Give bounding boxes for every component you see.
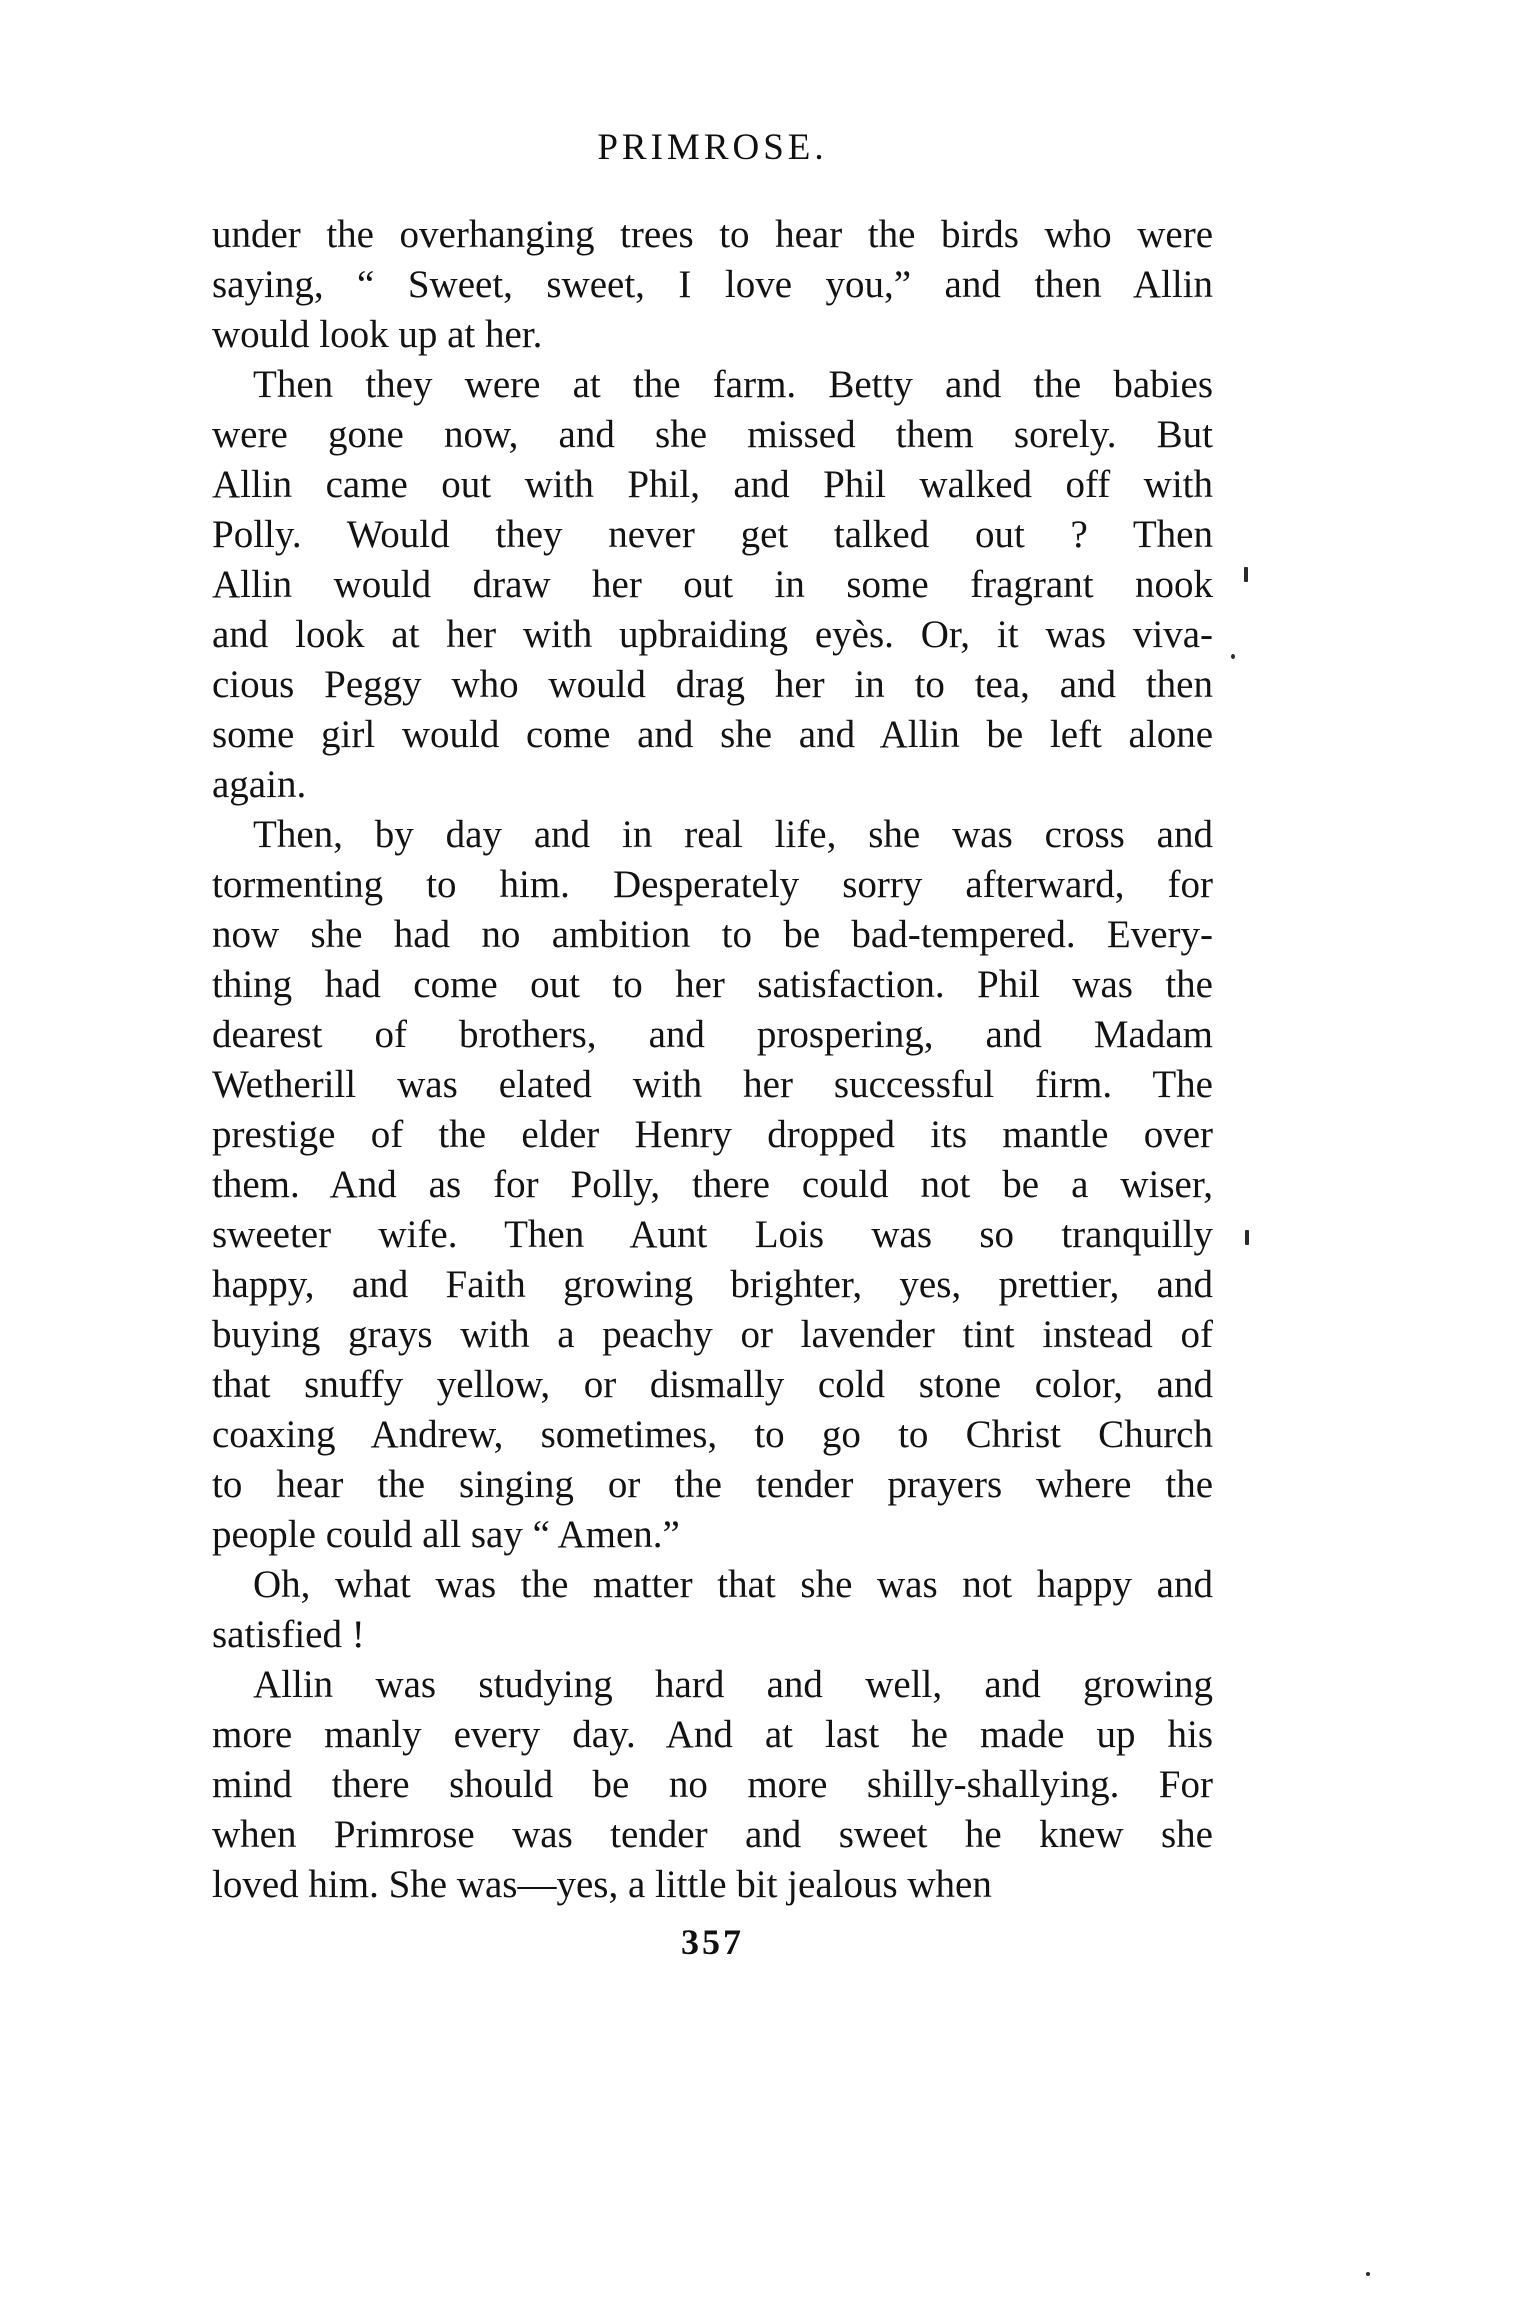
text-line: again. bbox=[212, 763, 307, 806]
text-line: people could all say “ Amen.” bbox=[212, 1513, 680, 1556]
scan-speck bbox=[1244, 567, 1248, 582]
text-line: Allin would draw her out in some fragrant nook bbox=[212, 563, 1213, 606]
text-line: and look at her with upbraiding eyès. Or, it was viva- bbox=[212, 613, 1213, 656]
text-line: tormenting to him. Desperately sorry afterward, for bbox=[212, 863, 1213, 906]
paragraph bbox=[212, 1560, 1213, 1660]
text-line: mind there should be no more shilly-shallying. For bbox=[212, 1763, 1213, 1806]
scan-speck bbox=[1245, 1230, 1249, 1245]
text-line: more manly every day. And at last he made up his bbox=[212, 1713, 1213, 1756]
text-line: Polly. Would they never get talked out ? Then bbox=[212, 513, 1213, 556]
paragraph bbox=[212, 810, 1213, 1560]
page-number: 357 bbox=[681, 1922, 744, 1962]
text-line: coaxing Andrew, sometimes, to go to Christ Church bbox=[212, 1413, 1213, 1456]
text-line: loved him. She was—yes, a little bit jealous when bbox=[212, 1863, 992, 1906]
scan-speck bbox=[1366, 2272, 1370, 2276]
text-line: thing had come out to her satisfaction. Phil was the bbox=[212, 963, 1213, 1006]
text-line: that snuffy yellow, or dismally cold stone color, and bbox=[212, 1363, 1213, 1406]
text-line: buying grays with a peachy or lavender tint instead of bbox=[212, 1313, 1213, 1356]
text-line: Allin came out with Phil, and Phil walked off with bbox=[212, 463, 1213, 506]
text-line: dearest of brothers, and prospering, and Madam bbox=[212, 1013, 1213, 1056]
text-line: happy, and Faith growing brighter, yes, prettier, and bbox=[212, 1263, 1213, 1306]
text-line: Oh, what was the matter that she was not happy and bbox=[253, 1563, 1213, 1606]
body-text bbox=[212, 210, 1213, 1910]
text-line: to hear the singing or the tender prayers where the bbox=[212, 1463, 1213, 1506]
text-line: prestige of the elder Henry dropped its mantle over bbox=[212, 1113, 1213, 1156]
text-line: satisfied ! bbox=[212, 1613, 365, 1656]
text-line: under the overhanging trees to hear the birds who were bbox=[212, 213, 1213, 256]
text-line: Allin was studying hard and well, and growing bbox=[253, 1663, 1213, 1706]
running-header: PRIMROSE. bbox=[597, 127, 828, 168]
paragraph bbox=[212, 1660, 1213, 1910]
paragraph bbox=[212, 360, 1213, 810]
text-line: Then, by day and in real life, she was cross and bbox=[253, 813, 1213, 856]
paragraph bbox=[212, 210, 1213, 360]
text-line: sweeter wife. Then Aunt Lois was so tranquilly bbox=[212, 1213, 1213, 1256]
text-line: would look up at her. bbox=[212, 313, 543, 356]
text-line: some girl would come and she and Allin be left alone bbox=[212, 713, 1213, 756]
text-line: now she had no ambition to be bad-tempered. Every- bbox=[212, 913, 1213, 956]
text-line: saying, “ Sweet, sweet, I love you,” and then Allin bbox=[212, 263, 1213, 306]
scan-speck bbox=[1231, 654, 1235, 659]
text-line: when Primrose was tender and sweet he knew she bbox=[212, 1813, 1213, 1856]
text-line: were gone now, and she missed them sorely. But bbox=[212, 413, 1213, 456]
text-line: them. And as for Polly, there could not be a wiser, bbox=[212, 1163, 1213, 1206]
text-line: cious Peggy who would drag her in to tea, and then bbox=[212, 663, 1213, 706]
text-line: Then they were at the farm. Betty and the babies bbox=[253, 363, 1213, 406]
text-line: Wetherill was elated with her successful firm. The bbox=[212, 1063, 1213, 1106]
